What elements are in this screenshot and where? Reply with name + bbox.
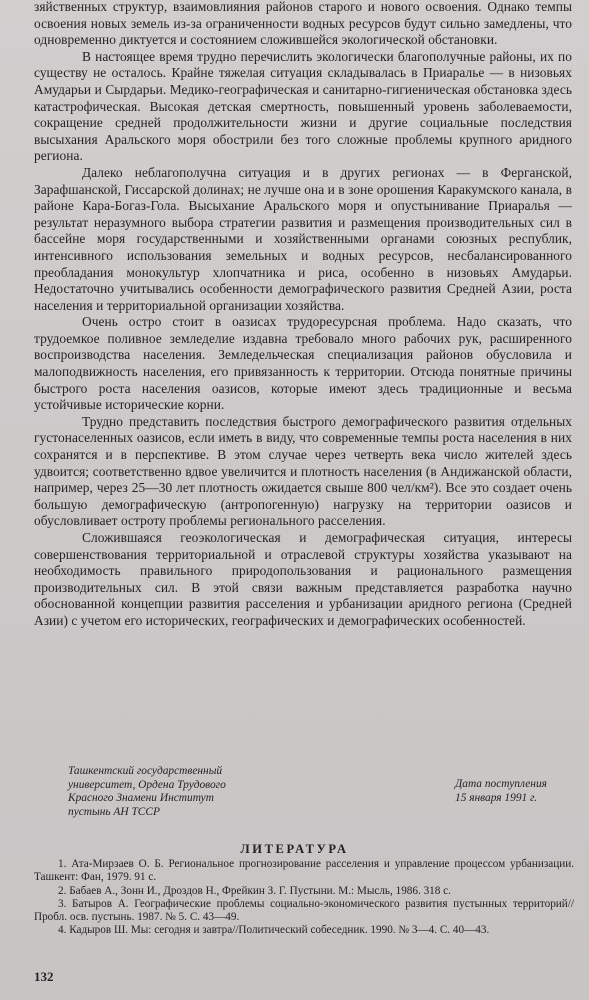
- affiliation-line: Ташкентский государственный: [68, 765, 223, 777]
- affiliation-line: Красного Знамени Институт: [68, 792, 214, 805]
- affiliation-line: университет, Ордена Трудового: [68, 778, 226, 791]
- page-number: 132: [34, 969, 54, 984]
- reference-list: [34, 858, 574, 938]
- reference-item: 2. Бабаев А., Зонн И., Дроздов Н., Фрейкин З. Г. Пустыни. М.: Мысль, 1986. 318 с.: [58, 884, 451, 897]
- reference-item: 3. Батыров А. Географические проблемы социально-экономического развития пустынных территорий//Пробл. осв. пустынь. 1987. № 5. С. 43—49.: [34, 897, 574, 924]
- received-value: 15 января 1991 г.: [455, 791, 538, 804]
- affiliation-line: пустынь АН ТССР: [68, 805, 160, 818]
- paragraph: Сложившаяся геоэкологическая и демографическая ситуация, интересы совершенствования территориальной и отраслевой структуры хозяйства указывают на необходимость правильного природопользования и рационального размещения производительных сил. В этой связи важным представляется разработка научно обоснованной концепции развития расселения и урбанизации аридного региона (Средней Азии) с учетом его исторических, географических и демографических особенностей.: [34, 530, 572, 628]
- paragraph: Трудно представить последствия быстрого демографического развития отдельных густонаселенных оазисов, если иметь в виду, что современные темпы роста населения в них сохранятся и в перспективе. В этом случае через четверть века число жителей здесь удвоится; соответственно вдвое увеличится и плотность населения (в Андижанской области, например, через 25—30 лет плотность ожидается свыше 800 чел/км²). Все это создает очень большую демографическую (антропогенную) нагрузку на территории оазисов и обусловливает остроту проблемы регионального расселения.: [34, 413, 572, 529]
- article-body: [34, 0, 572, 630]
- paragraph: Далеко неблагополучна ситуация и в других регионах — в Ферганской, Зарафшанской, Гиссарской долинах; не лучше она и в зоне орошения Каракумского канала, в районе Кара-Богаз-Гола. Высыхание Аральского моря и опустынивание Приаралья — результат неразумного выбора стратегии развития и размещения производительных сил в бассейне моря государственными и хозяйственными органами союзных республик, интенсивного использования земельных и водных ресурсов, несбалансированного преобладания монокультур хлопчатника и риса, особенно в низовьях Амударьи. Недостаточно учитывались особенности демографического развития Средней Азии, роста населения и территориальной организации хозяйства.: [34, 164, 572, 313]
- reference-item: 1. Ата-Мирзаев О. Б. Региональное прогнозирование расселения и управление процессом урбанизации. Ташкент: Фан, 1979. 91 с.: [34, 858, 574, 884]
- reference-item: 4. Кадыров Ш. Мы: сегодня и завтра//Политический собеседник. 1990. № 3—4. С. 40—43.: [58, 924, 490, 937]
- received-date: [455, 778, 547, 805]
- received-label: Дата поступления: [455, 778, 547, 790]
- paragraph: Очень остро стоит в оазисах трудоресурсная проблема. Надо сказать, что трудоемкое поливное земледелие издавна требовало много рабочих рук, расширенного воспроизводства населения. Земледельческая специализация районов обусловила и малоподвижность населения, его привязанность к территории. Отсюда понятные причины быстрого роста населения оазисов, которые имеют здесь традиционные и весьма устойчивые исторические корни.: [34, 314, 572, 413]
- literature-heading: ЛИТЕРАТУРА: [240, 842, 349, 856]
- paragraph: В настоящее время трудно перечислить экологически благополучные районы, их по существу не осталось. Крайне тяжелая ситуация складывалась в Приаралье — в низовьях Амударьи и Сырдарьи. Медико-географическая и санитарно-гигиеническая обстановка здесь катастрофическая. Высокая детская смертность, повышенный уровень заболеваемости, сокращение средней продолжительности жизни и другие социальные последствия высыхания Аральского моря обострили без того сложные проблемы крупного аридного региона.: [34, 48, 572, 164]
- author-affiliation: [68, 765, 226, 819]
- paragraph: зяйственных структур, взаимовлияния районов старого и нового освоения. Однако темпы освоения новых земель из-за ограниченности водных ресурсов будут сильно замедлены, что одновременно диктуется и состоянием сложившейся экологической обстановки.: [34, 0, 572, 48]
